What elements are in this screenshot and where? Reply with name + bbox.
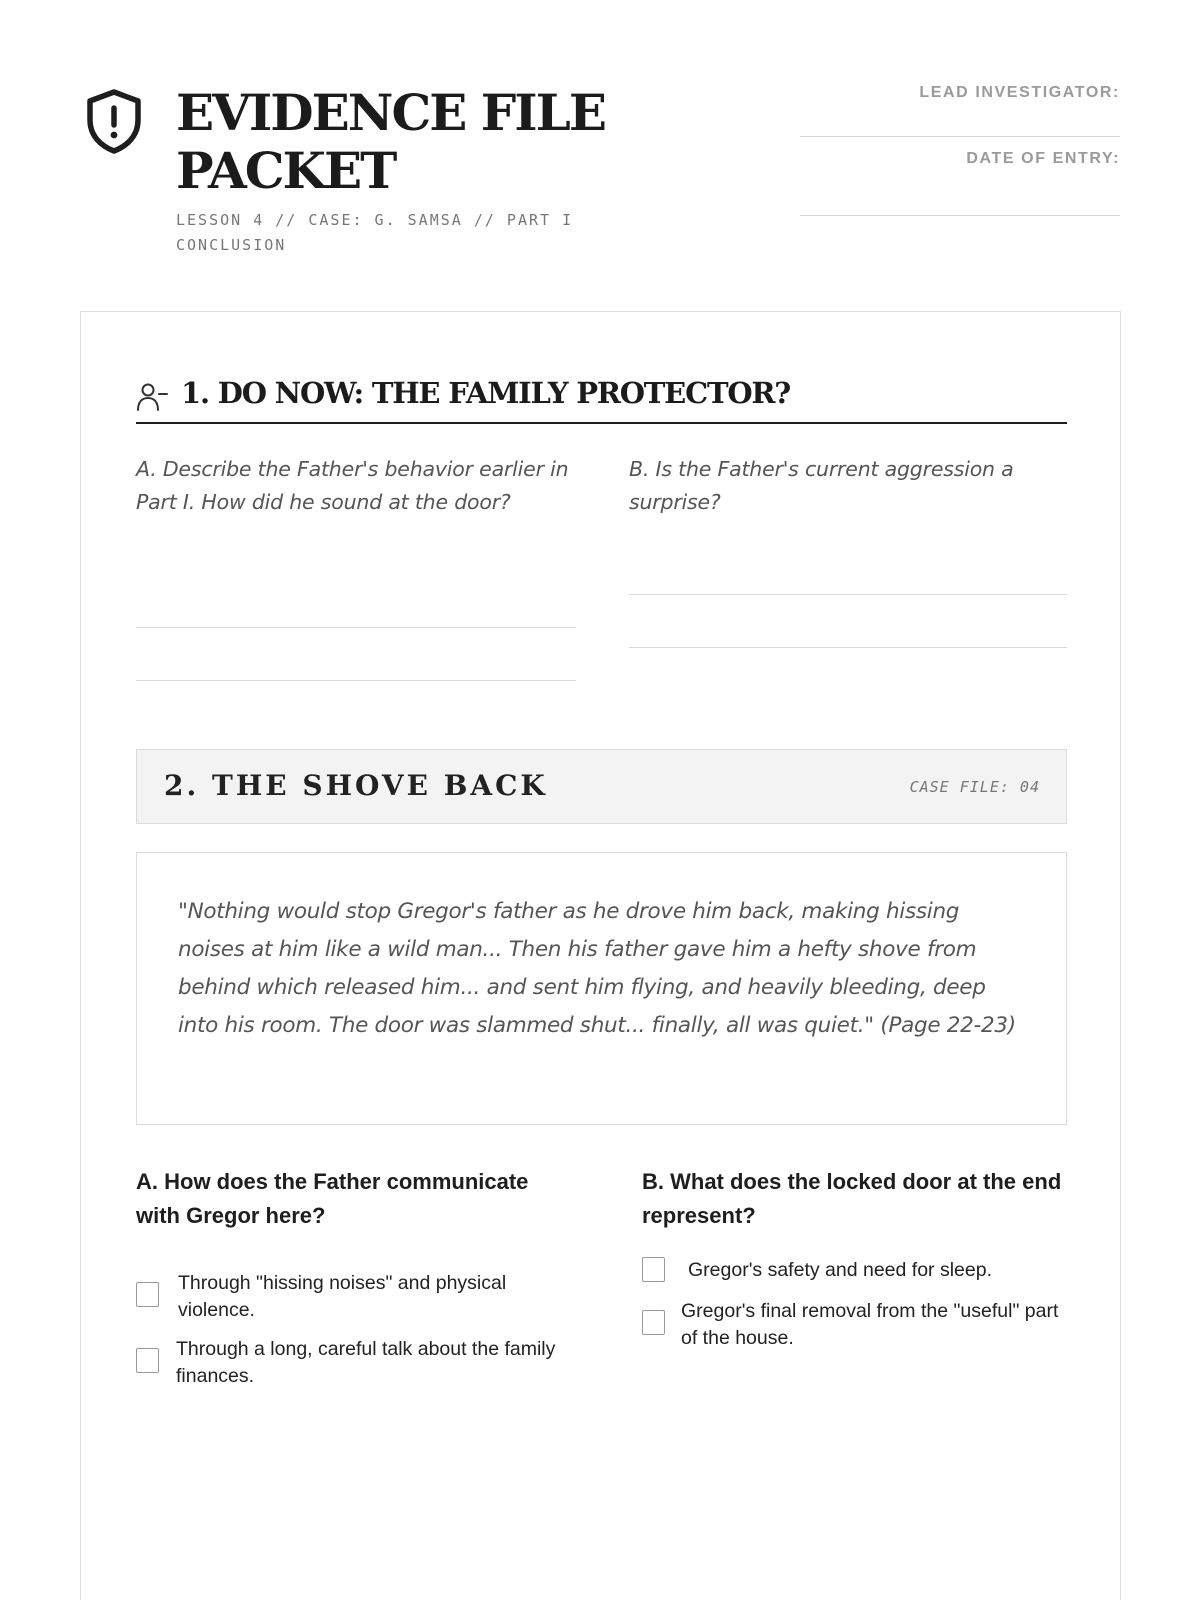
- section-1-title: 1. DO NOW: THE FAMILY PROTECTOR?: [181, 376, 791, 410]
- shield-alert-icon: [86, 88, 142, 154]
- section-2-header: [136, 749, 1067, 824]
- checkbox[interactable]: [642, 1257, 665, 1282]
- answer-line-1b-1[interactable]: [629, 594, 1067, 595]
- lead-investigator-field[interactable]: [800, 136, 1120, 137]
- option-label: Through "hissing noises" and physical violence.: [178, 1272, 507, 1321]
- person-minus-icon: [136, 382, 168, 412]
- date-of-entry-field[interactable]: [800, 215, 1120, 216]
- section-1-header: [136, 372, 1067, 424]
- evidence-quote: "Nothing would stop Gregor's father as he drove him back, making hissing noises at him like a wild man... Then his father gave him a hefty shove from behind which released him... and sent him flying, and heavily bleeding, deep into his room. The door was slammed shut... finally, all was quiet." (Page 22-23): [178, 899, 1016, 1038]
- question-1a: A. Describe the Father's behavior earlier in Part I. How did he sound at the door?: [136, 457, 569, 514]
- question-2b: B. What does the locked door at the end represent?: [642, 1169, 1062, 1228]
- option-label: Through a long, careful talk about the family finances.: [176, 1338, 556, 1387]
- option-label: Gregor's safety and need for sleep.: [688, 1259, 992, 1281]
- page-header: [86, 84, 1120, 274]
- lead-investigator-label: LEAD INVESTIGATOR:: [919, 84, 1120, 101]
- page-title: EVIDENCE FILE PACKET: [176, 83, 605, 200]
- date-of-entry-label: DATE OF ENTRY:: [966, 150, 1120, 167]
- checkbox[interactable]: [642, 1310, 665, 1335]
- answer-line-1a-1[interactable]: [136, 627, 576, 628]
- evidence-card: [80, 311, 1121, 1600]
- page-subtitle: LESSON 4 // CASE: G. SAMSA // PART I CONCLUSION: [176, 211, 574, 254]
- option-label: Gregor's final removal from the "useful" part of the house.: [681, 1300, 1059, 1349]
- case-file-tag: CASE FILE: 04: [909, 778, 1040, 796]
- answer-line-1a-2[interactable]: [136, 680, 576, 681]
- section-2-title: 2. THE SHOVE BACK: [164, 769, 548, 802]
- question-1b: B. Is the Father's current aggression a surprise?: [629, 457, 1014, 514]
- answer-line-1b-2[interactable]: [629, 647, 1067, 648]
- quote-box: [136, 852, 1067, 1125]
- checkbox[interactable]: [136, 1282, 159, 1307]
- checkbox[interactable]: [136, 1348, 159, 1373]
- question-2a: A. How does the Father communicate with Gregor here?: [136, 1169, 529, 1228]
- title-block: [176, 84, 696, 258]
